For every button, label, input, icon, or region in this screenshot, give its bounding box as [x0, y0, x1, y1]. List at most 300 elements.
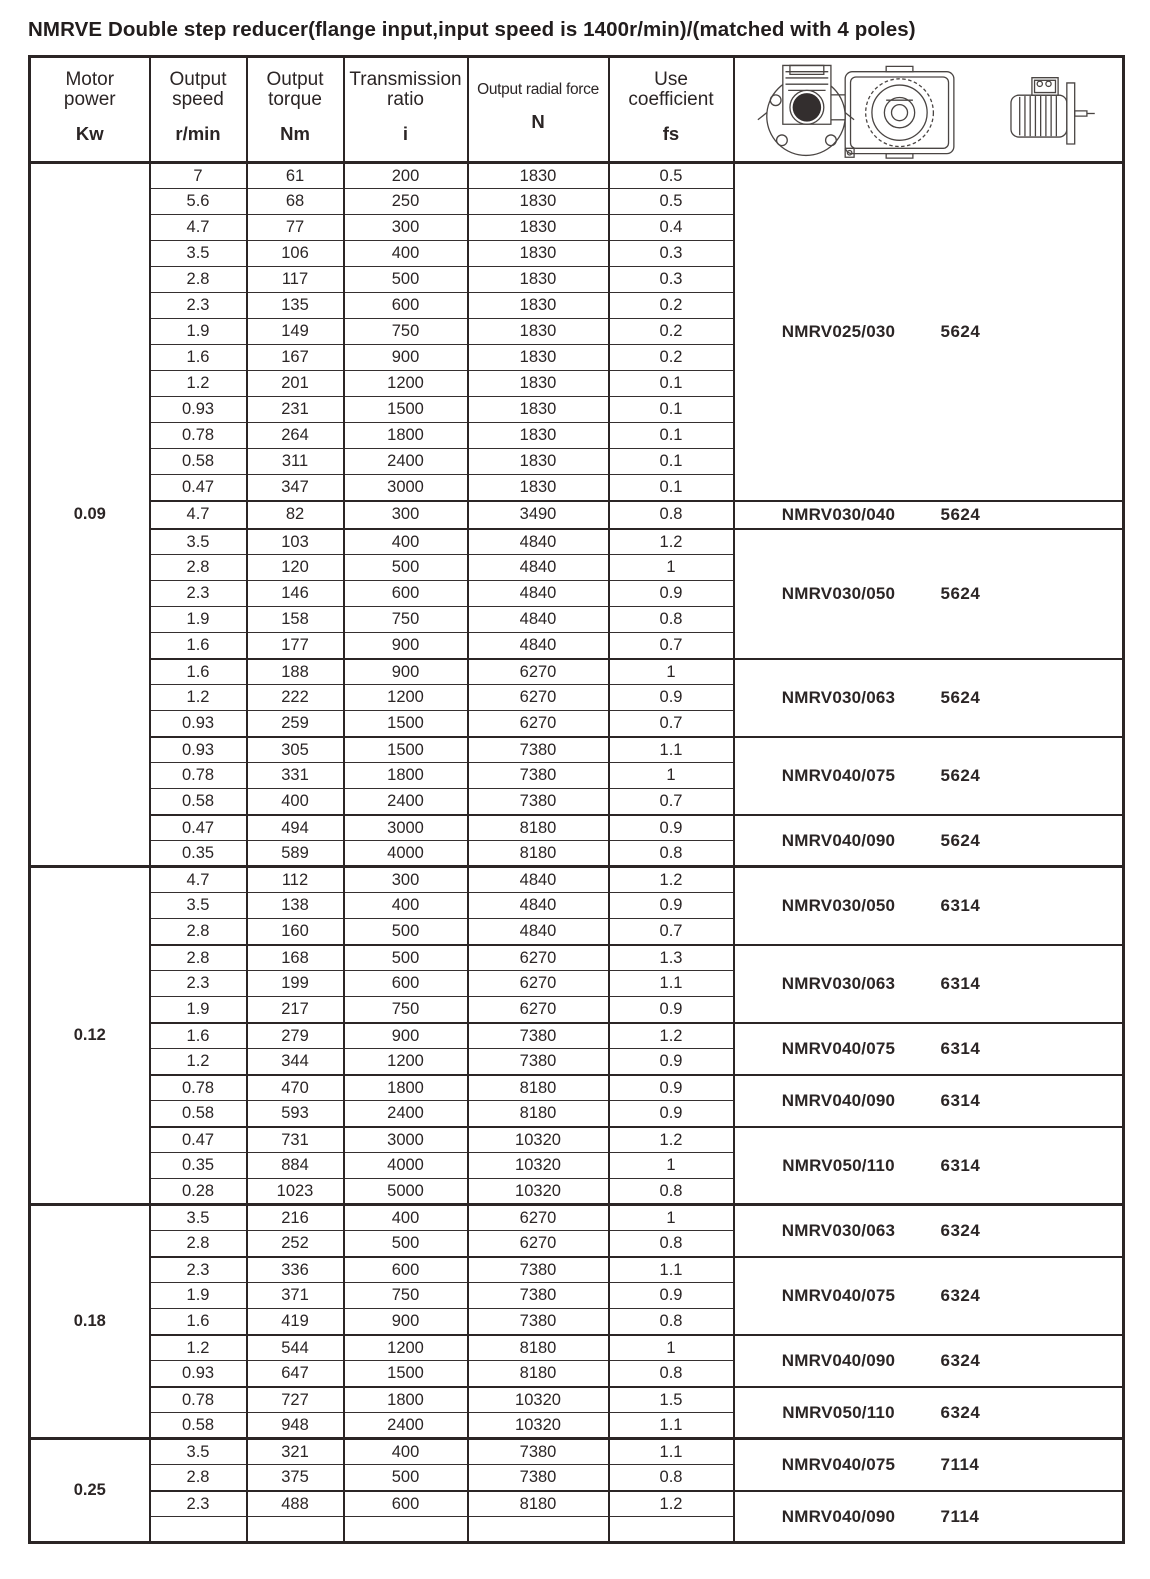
output-speed-value: 1.9: [150, 997, 247, 1023]
output-radial-force-value: 7380: [468, 1257, 609, 1283]
use-coefficient-value: 0.9: [609, 997, 734, 1023]
model-line: [737, 1452, 1121, 1478]
output-radial-force-value: 10320: [468, 1413, 609, 1439]
model-name: NMRV030/063: [781, 688, 896, 707]
output-radial-force-value: 3490: [468, 501, 609, 529]
transmission-ratio-value: 200: [344, 163, 468, 189]
output-torque-value: 217: [247, 997, 344, 1023]
transmission-ratio-value: 500: [344, 1231, 468, 1257]
output-radial-force-value: 4840: [468, 555, 609, 581]
output-torque-value: 344: [247, 1049, 344, 1075]
output-radial-force-value: 1830: [468, 423, 609, 449]
bearing-number: 5624: [940, 322, 981, 342]
motor-power-value: 0.12: [30, 867, 150, 1205]
bearing-number: 5624: [940, 766, 981, 785]
transmission-ratio-value: [344, 1517, 468, 1543]
output-torque-value: 160: [247, 919, 344, 945]
output-torque-value: 61: [247, 163, 344, 189]
transmission-ratio-value: 600: [344, 581, 468, 607]
output-torque-value: 470: [247, 1075, 344, 1101]
transmission-ratio-value: 1500: [344, 397, 468, 423]
model-name: NMRV030/063: [781, 1221, 896, 1241]
use-coefficient-value: 0.9: [609, 815, 734, 841]
column-header-motor-power: [30, 57, 150, 163]
output-radial-force-value: 4840: [468, 867, 609, 893]
use-coefficient-value: 0.3: [609, 241, 734, 267]
output-torque-value: 149: [247, 319, 344, 345]
output-radial-force-value: 10320: [468, 1153, 609, 1179]
transmission-ratio-value: 2400: [344, 789, 468, 815]
spec-table-body: [30, 163, 1124, 1543]
output-radial-force-value: 10320: [468, 1179, 609, 1205]
output-radial-force-value: 7380: [468, 763, 609, 789]
output-torque-value: 488: [247, 1491, 344, 1517]
column-unit: N: [531, 111, 545, 133]
bearing-number: 6314: [940, 896, 981, 916]
model-line: [737, 893, 1121, 919]
reducer-spec-table: [28, 55, 1125, 1544]
transmission-ratio-value: 500: [344, 555, 468, 581]
transmission-ratio-value: 600: [344, 1257, 468, 1283]
output-speed-value: 2.8: [150, 555, 247, 581]
model-cell: [734, 1075, 1124, 1127]
output-radial-force-value: 8180: [468, 841, 609, 867]
output-speed-value: 0.58: [150, 1413, 247, 1439]
output-torque-value: 375: [247, 1465, 344, 1491]
use-coefficient-value: 1.1: [609, 1439, 734, 1465]
spec-row: [30, 529, 1124, 555]
output-torque-value: 331: [247, 763, 344, 789]
output-radial-force-value: 10320: [468, 1387, 609, 1413]
output-torque-value: 371: [247, 1283, 344, 1309]
transmission-ratio-value: 1200: [344, 1335, 468, 1361]
output-torque-value: 731: [247, 1127, 344, 1153]
spec-row: [30, 867, 1124, 893]
output-radial-force-value: 1830: [468, 371, 609, 397]
output-torque-value: 400: [247, 789, 344, 815]
spec-row: [30, 1257, 1124, 1283]
use-coefficient-value: 0.9: [609, 1283, 734, 1309]
output-speed-value: 1.9: [150, 319, 247, 345]
output-speed-value: 2.3: [150, 971, 247, 997]
column-label: Output speed: [169, 69, 227, 110]
output-torque-value: 231: [247, 397, 344, 423]
output-torque-value: 948: [247, 1413, 344, 1439]
output-radial-force-value: 4840: [468, 529, 609, 555]
output-torque-value: 647: [247, 1361, 344, 1387]
model-cell: [734, 1127, 1124, 1205]
transmission-ratio-value: 1800: [344, 763, 468, 789]
output-radial-force-value: [468, 1517, 609, 1543]
use-coefficient-value: 0.8: [609, 1465, 734, 1491]
output-speed-value: 0.28: [150, 1179, 247, 1205]
transmission-ratio-value: 1500: [344, 1361, 468, 1387]
transmission-ratio-value: 900: [344, 345, 468, 371]
column-header-use-coefficient: [609, 57, 734, 163]
spec-row: [30, 1127, 1124, 1153]
model-cell: [734, 529, 1124, 659]
output-speed-value: 2.3: [150, 1491, 247, 1517]
column-header-output-torque: [247, 57, 344, 163]
use-coefficient-value: 0.1: [609, 371, 734, 397]
output-speed-value: 1.6: [150, 1309, 247, 1335]
output-speed-value: 2.8: [150, 1465, 247, 1491]
transmission-ratio-value: 750: [344, 997, 468, 1023]
output-speed-value: 0.78: [150, 763, 247, 789]
transmission-ratio-value: 300: [344, 215, 468, 241]
output-radial-force-value: 6270: [468, 1205, 609, 1231]
spec-row: [30, 1023, 1124, 1049]
output-speed-value: 0.47: [150, 475, 247, 501]
column-label: Motor power: [63, 69, 116, 110]
use-coefficient-value: [609, 1517, 734, 1543]
output-radial-force-value: 1830: [468, 293, 609, 319]
output-radial-force-value: 4840: [468, 607, 609, 633]
model-line: [737, 1088, 1121, 1114]
output-torque-value: 177: [247, 633, 344, 659]
spec-row: [30, 945, 1124, 971]
model-line: [737, 502, 1121, 528]
transmission-ratio-value: 400: [344, 1205, 468, 1231]
output-radial-force-value: 4840: [468, 581, 609, 607]
output-speed-value: 0.47: [150, 815, 247, 841]
bearing-number: 6324: [940, 1402, 981, 1422]
transmission-ratio-value: 400: [344, 241, 468, 267]
output-torque-value: 106: [247, 241, 344, 267]
output-radial-force-value: 6270: [468, 659, 609, 685]
transmission-ratio-value: 900: [344, 633, 468, 659]
use-coefficient-value: 0.9: [609, 685, 734, 711]
transmission-ratio-value: 3000: [344, 815, 468, 841]
transmission-ratio-value: 1800: [344, 1075, 468, 1101]
column-unit: i: [402, 122, 409, 144]
model-cell: [734, 1439, 1124, 1491]
output-speed-value: 4.7: [150, 501, 247, 529]
output-torque-value: 336: [247, 1257, 344, 1283]
transmission-ratio-value: 600: [344, 293, 468, 319]
column-label: Transmission ratio: [349, 69, 462, 110]
output-torque-value: 589: [247, 841, 344, 867]
transmission-ratio-value: 500: [344, 919, 468, 945]
output-radial-force-value: 1830: [468, 345, 609, 371]
output-radial-force-value: 6270: [468, 971, 609, 997]
column-header-output-speed: [150, 57, 247, 163]
use-coefficient-value: 0.8: [609, 501, 734, 529]
transmission-ratio-value: 600: [344, 1491, 468, 1517]
use-coefficient-value: 0.4: [609, 215, 734, 241]
use-coefficient-value: 1: [609, 555, 734, 581]
model-cell: [734, 1257, 1124, 1335]
use-coefficient-value: 0.8: [609, 1309, 734, 1335]
transmission-ratio-value: 300: [344, 501, 468, 529]
output-speed-value: 0.47: [150, 1127, 247, 1153]
spec-row: [30, 659, 1124, 685]
output-radial-force-value: 8180: [468, 1491, 609, 1517]
output-torque-value: 593: [247, 1101, 344, 1127]
model-cell: [734, 1387, 1124, 1439]
transmission-ratio-value: 5000: [344, 1179, 468, 1205]
column-unit: Kw: [75, 122, 104, 144]
output-speed-value: 5.6: [150, 189, 247, 215]
transmission-ratio-value: 400: [344, 529, 468, 555]
output-speed-value: 1.2: [150, 371, 247, 397]
transmission-ratio-value: 2400: [344, 1101, 468, 1127]
output-speed-value: 2.8: [150, 919, 247, 945]
output-speed-value: 0.93: [150, 711, 247, 737]
output-radial-force-value: 1830: [468, 163, 609, 189]
use-coefficient-value: 0.9: [609, 1101, 734, 1127]
output-speed-value: 3.5: [150, 529, 247, 555]
transmission-ratio-value: 750: [344, 607, 468, 633]
output-torque-value: 264: [247, 423, 344, 449]
output-torque-value: 279: [247, 1023, 344, 1049]
spec-row: [30, 1205, 1124, 1231]
output-radial-force-value: 8180: [468, 815, 609, 841]
output-speed-value: 3.5: [150, 241, 247, 267]
output-torque-value: 168: [247, 945, 344, 971]
use-coefficient-value: 0.9: [609, 1075, 734, 1101]
model-name: NMRV040/075: [781, 1039, 896, 1058]
use-coefficient-value: 0.1: [609, 475, 734, 501]
output-torque-value: 252: [247, 1231, 344, 1257]
output-torque-value: 82: [247, 501, 344, 529]
output-radial-force-value: 4840: [468, 919, 609, 945]
use-coefficient-value: 1: [609, 1153, 734, 1179]
output-torque-value: 68: [247, 189, 344, 215]
bearing-number: 6324: [940, 1286, 981, 1305]
output-torque-value: 259: [247, 711, 344, 737]
output-torque-value: 135: [247, 293, 344, 319]
transmission-ratio-value: 500: [344, 267, 468, 293]
output-speed-value: 1.6: [150, 1023, 247, 1049]
motor-power-value: 0.18: [30, 1205, 150, 1439]
use-coefficient-value: 0.1: [609, 423, 734, 449]
model-name: NMRV040/090: [781, 1351, 896, 1370]
output-radial-force-value: 8180: [468, 1335, 609, 1361]
spec-row: [30, 815, 1124, 841]
model-line: [737, 1399, 1121, 1425]
output-torque-value: 321: [247, 1439, 344, 1465]
use-coefficient-value: 0.2: [609, 293, 734, 319]
output-torque-value: 199: [247, 971, 344, 997]
output-speed-value: 1.2: [150, 1335, 247, 1361]
output-speed-value: 2.3: [150, 581, 247, 607]
transmission-ratio-value: 3000: [344, 475, 468, 501]
page-title: NMRVE Double step reducer(flange input,input speed is 1400r/min)/(matched with 4 poles): [28, 18, 916, 41]
model-cell: [734, 1335, 1124, 1387]
model-name: NMRV030/050: [781, 584, 896, 603]
output-radial-force-value: 6270: [468, 1231, 609, 1257]
output-torque-value: 884: [247, 1153, 344, 1179]
transmission-ratio-value: 900: [344, 1023, 468, 1049]
use-coefficient-value: 1.2: [609, 1127, 734, 1153]
output-speed-value: 0.35: [150, 1153, 247, 1179]
model-cell: [734, 867, 1124, 945]
output-speed-value: 0.58: [150, 449, 247, 475]
model-name: NMRV040/075: [781, 1286, 896, 1305]
use-coefficient-value: 1: [609, 659, 734, 685]
use-coefficient-value: 1.2: [609, 1491, 734, 1517]
output-torque-value: 347: [247, 475, 344, 501]
output-radial-force-value: 7380: [468, 737, 609, 763]
model-line: [737, 1283, 1121, 1309]
output-speed-value: 2.8: [150, 267, 247, 293]
transmission-ratio-value: 2400: [344, 1413, 468, 1439]
output-torque-value: 117: [247, 267, 344, 293]
use-coefficient-value: 0.9: [609, 581, 734, 607]
output-torque-value: [247, 1517, 344, 1543]
output-torque-value: 305: [247, 737, 344, 763]
use-coefficient-value: 1.2: [609, 1023, 734, 1049]
transmission-ratio-value: 900: [344, 659, 468, 685]
output-torque-value: 103: [247, 529, 344, 555]
output-radial-force-value: 10320: [468, 1127, 609, 1153]
spec-row: [30, 1491, 1124, 1517]
transmission-ratio-value: 500: [344, 1465, 468, 1491]
spec-row: [30, 163, 1124, 189]
output-radial-force-value: 1830: [468, 267, 609, 293]
model-cell: [734, 737, 1124, 815]
use-coefficient-value: 0.7: [609, 633, 734, 659]
use-coefficient-value: 1.1: [609, 737, 734, 763]
model-name: NMRV040/075: [781, 766, 896, 785]
transmission-ratio-value: 250: [344, 189, 468, 215]
bearing-number: 5624: [940, 505, 981, 524]
use-coefficient-value: 1.1: [609, 1413, 734, 1439]
bearing-number: 6314: [940, 974, 981, 993]
output-radial-force-value: 1830: [468, 241, 609, 267]
model-line: [737, 763, 1121, 789]
use-coefficient-value: 0.8: [609, 1361, 734, 1387]
use-coefficient-value: 1.1: [609, 1257, 734, 1283]
header-row: [30, 57, 1124, 163]
use-coefficient-value: 0.1: [609, 397, 734, 423]
model-cell: [734, 815, 1124, 867]
output-radial-force-value: 7380: [468, 1309, 609, 1335]
use-coefficient-value: 0.2: [609, 319, 734, 345]
transmission-ratio-value: 2400: [344, 449, 468, 475]
transmission-ratio-value: 500: [344, 945, 468, 971]
model-line: [737, 971, 1121, 997]
output-radial-force-value: 1830: [468, 475, 609, 501]
output-radial-force-value: 6270: [468, 945, 609, 971]
model-name: NMRV040/075: [781, 1455, 896, 1475]
output-speed-value: [150, 1517, 247, 1543]
model-cell: [734, 1491, 1124, 1543]
model-line: [737, 1152, 1121, 1178]
output-speed-value: 1.6: [150, 633, 247, 659]
model-line: [737, 1036, 1121, 1062]
output-speed-value: 7: [150, 163, 247, 189]
output-radial-force-value: 4840: [468, 633, 609, 659]
output-radial-force-value: 1830: [468, 319, 609, 345]
output-torque-value: 419: [247, 1309, 344, 1335]
transmission-ratio-value: 1500: [344, 711, 468, 737]
output-radial-force-value: 7380: [468, 1049, 609, 1075]
model-line: [737, 581, 1121, 607]
output-speed-value: 0.78: [150, 1075, 247, 1101]
use-coefficient-value: 1.5: [609, 1387, 734, 1413]
transmission-ratio-value: 3000: [344, 1127, 468, 1153]
spec-row: [30, 501, 1124, 529]
use-coefficient-value: 0.1: [609, 449, 734, 475]
output-torque-value: 138: [247, 893, 344, 919]
use-coefficient-value: 0.5: [609, 189, 734, 215]
bearing-number: 6314: [940, 1039, 981, 1058]
bearing-number: 7114: [940, 1455, 980, 1475]
model-line: [737, 1218, 1121, 1244]
model-line: [737, 827, 1121, 853]
use-coefficient-value: 1.2: [609, 867, 734, 893]
use-coefficient-value: 0.7: [609, 919, 734, 945]
bearing-number: 5624: [940, 584, 981, 603]
output-torque-value: 188: [247, 659, 344, 685]
output-speed-value: 2.8: [150, 945, 247, 971]
column-header-transmission-ratio: [344, 57, 468, 163]
bearing-number: 7114: [940, 1506, 980, 1526]
output-radial-force-value: 7380: [468, 1439, 609, 1465]
column-header-output-radial-force: [468, 57, 609, 163]
output-torque-value: 120: [247, 555, 344, 581]
transmission-ratio-value: 1800: [344, 423, 468, 449]
output-radial-force-value: 1830: [468, 189, 609, 215]
transmission-ratio-value: 300: [344, 867, 468, 893]
output-radial-force-value: 7380: [468, 1023, 609, 1049]
column-label: Output radial force: [477, 80, 599, 98]
output-speed-value: 0.93: [150, 397, 247, 423]
transmission-ratio-value: 1200: [344, 1049, 468, 1075]
transmission-ratio-value: 4000: [344, 841, 468, 867]
output-speed-value: 1.6: [150, 345, 247, 371]
bearing-number: 5624: [940, 830, 981, 850]
use-coefficient-value: 0.9: [609, 1049, 734, 1075]
model-name: NMRV040/090: [781, 1506, 896, 1526]
transmission-ratio-value: 750: [344, 1283, 468, 1309]
output-radial-force-value: 8180: [468, 1101, 609, 1127]
model-line: [737, 319, 1121, 345]
output-speed-value: 3.5: [150, 893, 247, 919]
transmission-ratio-value: 4000: [344, 1153, 468, 1179]
model-line: [737, 685, 1121, 711]
use-coefficient-value: 0.5: [609, 163, 734, 189]
spec-row: [30, 1387, 1124, 1413]
use-coefficient-value: 0.7: [609, 711, 734, 737]
model-name: NMRV025/030: [781, 322, 896, 342]
spec-row: [30, 1335, 1124, 1361]
output-torque-value: 146: [247, 581, 344, 607]
column-unit: fs: [662, 122, 680, 144]
output-speed-value: 2.3: [150, 293, 247, 319]
use-coefficient-value: 1.2: [609, 529, 734, 555]
use-coefficient-value: 0.3: [609, 267, 734, 293]
motor-drawing-icon: [1004, 72, 1100, 148]
column-label: Output torque: [266, 69, 324, 110]
output-radial-force-value: 6270: [468, 711, 609, 737]
transmission-ratio-value: 600: [344, 971, 468, 997]
output-speed-value: 1.6: [150, 659, 247, 685]
model-cell: [734, 945, 1124, 1023]
model-name: NMRV050/110: [782, 1155, 895, 1175]
output-radial-force-value: 8180: [468, 1361, 609, 1387]
bearing-number: 6314: [940, 1155, 981, 1175]
output-torque-value: 1023: [247, 1179, 344, 1205]
use-coefficient-value: 0.7: [609, 789, 734, 815]
model-cell: [734, 659, 1124, 737]
output-torque-value: 544: [247, 1335, 344, 1361]
use-coefficient-value: 1: [609, 1335, 734, 1361]
transmission-ratio-value: 750: [344, 319, 468, 345]
output-torque-value: 112: [247, 867, 344, 893]
